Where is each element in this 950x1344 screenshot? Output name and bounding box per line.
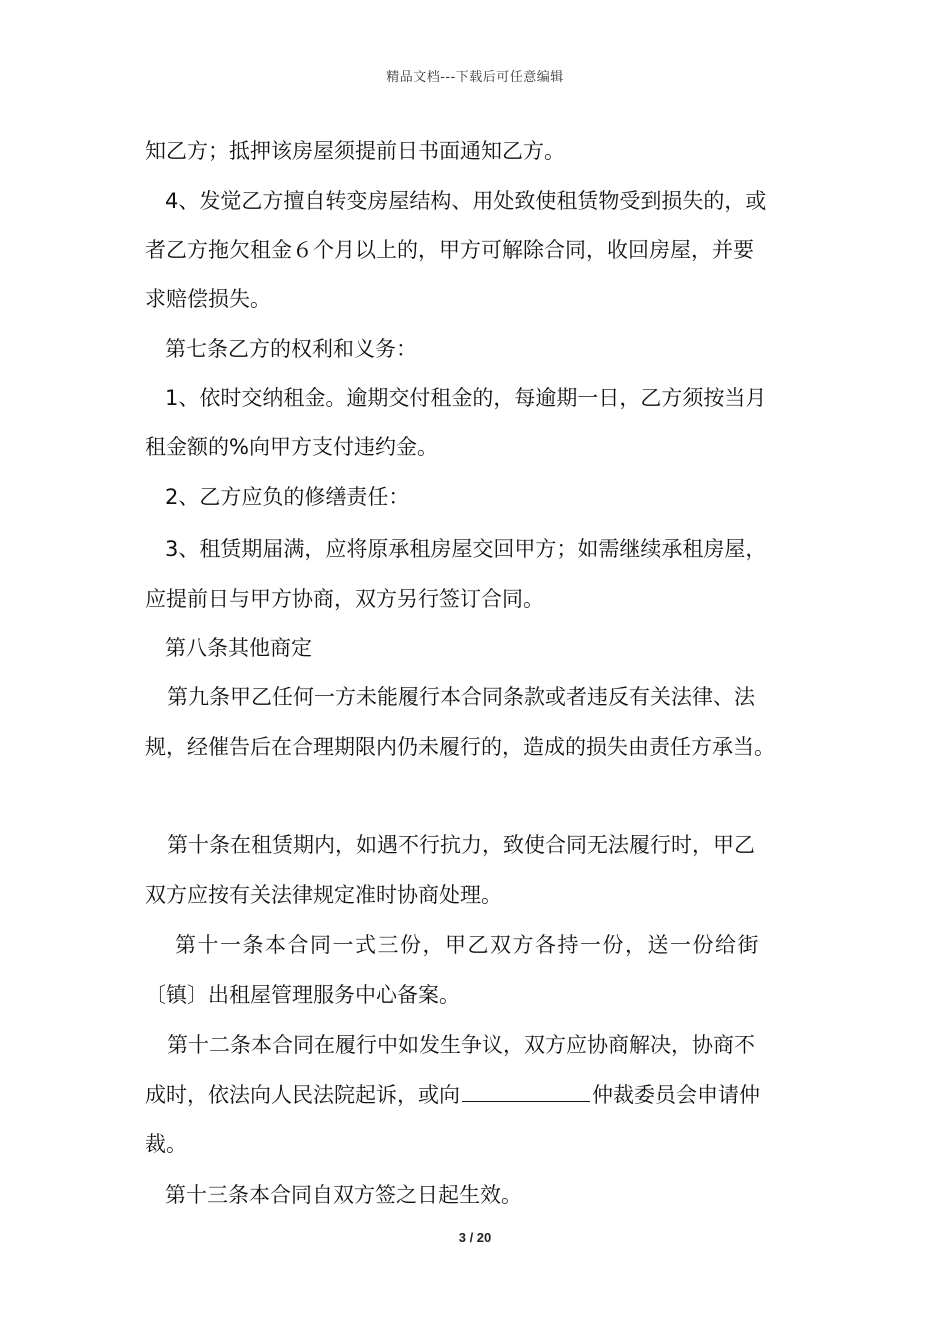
text-line: 租金额的%向甲方支付违约金。	[145, 435, 438, 459]
text-line: 第十二条本合同在履行中如发生争议，双方应协商解决，协商不	[167, 1033, 755, 1057]
text-line: 第八条其他商定	[165, 636, 312, 660]
text-line: 者乙方拖欠租金６个月以上的，甲方可解除合同，收回房屋，并要	[145, 238, 754, 262]
page-header: 精品文档---下载后可任意编辑	[386, 70, 564, 85]
text-line: 求赔偿损失。	[145, 287, 271, 311]
text-line: 第九条甲乙任何一方未能履行本合同条款或者违反有关法律、法	[167, 685, 755, 709]
text-line-with-blank	[145, 1079, 760, 1110]
text-line: 第十三条本合同自双方签之日起生效。	[165, 1183, 522, 1207]
text-line: 第十条在租赁期内，如遇不行抗力，致使合同无法履行时，甲乙	[167, 833, 755, 857]
text-line: 知乙方；抵押该房屋须提前日书面通知乙方。	[145, 139, 565, 163]
text-segment: 仲裁委员会申请仲	[592, 1083, 760, 1107]
text-line: 裁。	[145, 1132, 187, 1156]
text-line: 第十一条本合同一式三份，甲乙双方各持一份，送一份给街	[175, 933, 760, 957]
text-line: 4、发觉乙方擅自转变房屋结构、用处致使租赁物受到损失的，或	[165, 189, 767, 213]
text-line: 1、依时交纳租金。逾期交付租金的，每逾期一日，乙方须按当月	[165, 386, 767, 410]
text-line: 应提前日与甲方协商，双方另行签订合同。	[145, 587, 544, 611]
text-segment: 成时，依法向人民法院起诉，或向	[145, 1083, 460, 1107]
text-line: 第七条乙方的权利和义务：	[165, 337, 417, 361]
text-line: 双方应按有关法律规定准时协商处理。	[145, 883, 502, 907]
text-line: 〔镇〕出租屋管理服务中心备案。	[145, 983, 460, 1007]
page-number: 3 / 20	[458, 1230, 492, 1245]
fill-in-blank	[462, 1079, 590, 1102]
text-line: 3、租赁期届满，应将原承租房屋交回甲方；如需继续承租房屋，	[165, 537, 767, 561]
text-line: 2、乙方应负的修缮责任：	[165, 485, 410, 509]
text-line: 规，经催告后在合理期限内仍未履行的，造成的损失由责任方承当。	[145, 735, 775, 759]
